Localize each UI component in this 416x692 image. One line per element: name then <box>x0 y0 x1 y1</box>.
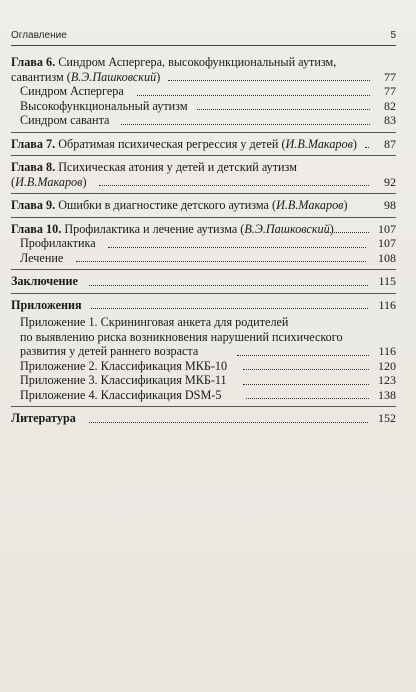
appendix-label: Приложение 4. Классификация DSM-5 <box>20 387 222 402</box>
toc-conclusion[interactable] <box>11 274 396 289</box>
leader-dots <box>197 109 370 110</box>
section-divider <box>11 193 396 194</box>
chapter-10-title: Профилактика и лечение аутизма <box>64 221 238 236</box>
appendices-page: 116 <box>378 297 396 312</box>
item-label: Лечение <box>20 250 64 265</box>
item-page: 108 <box>378 250 396 265</box>
chapter-6-author: В.Э.Пашковский <box>70 69 157 84</box>
leader-dots <box>76 261 366 262</box>
appendix-1-line3: развития у детей раннего возраста <box>20 344 199 358</box>
toc-appendix-1-line2 <box>11 330 396 345</box>
chapter-9-title: Ошибки в диагностике детского аутизма <box>58 198 269 212</box>
toc-appendix-1-line1 <box>11 315 396 330</box>
appendix-1-line1: Приложение 1. Скрининговая анкета для родителей <box>20 315 289 329</box>
toc-appendix-3[interactable] <box>11 373 396 388</box>
toc-item-prevention[interactable] <box>11 236 396 251</box>
appendix-1-line2: по выявлению риска возникновения нарушений психического <box>20 329 343 344</box>
appendix-1-page: 116 <box>378 344 396 358</box>
leader-dots <box>243 384 369 385</box>
table-of-contents <box>11 55 396 426</box>
toc-appendix-1[interactable] <box>11 344 396 359</box>
leader-dots <box>246 398 369 399</box>
section-divider <box>11 217 396 218</box>
chapter-7-author: И.В.Макаров <box>285 136 353 151</box>
section-divider <box>11 406 396 407</box>
leader-dots <box>168 80 370 81</box>
item-label: Синдром саванта <box>20 113 110 127</box>
leader-dots <box>326 232 369 233</box>
section-divider <box>11 132 396 133</box>
conclusion-page: 115 <box>378 274 396 288</box>
header-rule <box>11 45 396 46</box>
toc-appendix-2[interactable] <box>11 359 396 374</box>
page-header <box>11 30 396 44</box>
literature-title: Литература <box>11 411 76 425</box>
item-page: 107 <box>378 236 396 250</box>
section-divider <box>11 155 396 156</box>
leader-dots <box>89 422 368 423</box>
toc-item-high-functioning[interactable] <box>11 99 396 114</box>
toc-chapter-6-line1 <box>11 55 396 70</box>
leader-dots <box>365 147 369 148</box>
chapter-8-author: И.В.Макаров <box>15 174 83 189</box>
chapter-9-label: Глава 9. <box>11 198 56 212</box>
toc-item-asperger[interactable] <box>11 84 396 99</box>
running-head: Оглавление <box>11 30 67 41</box>
chapter-6-title-line1: Синдром Аспергера, высокофункциональный аутизм, <box>58 55 337 69</box>
chapter-7-title: Обратимая психическая регрессия у детей <box>58 136 279 151</box>
appendix-page: 138 <box>378 387 396 402</box>
literature-page: 152 <box>378 411 396 425</box>
toc-chapter-8-line1 <box>11 160 396 175</box>
appendices-title: Приложения <box>11 297 82 312</box>
appendix-page: 123 <box>378 373 396 387</box>
chapter-10-author: В.Э.Пашковский <box>244 221 330 236</box>
section-divider <box>11 293 396 294</box>
chapter-6-label: Глава 6. <box>11 55 56 69</box>
toc-chapter-9[interactable]: Глава 9. Ошибки в диагностике детского аутизма (И.В.Макаров) 98 <box>11 198 396 212</box>
item-label: Высокофункциональный аутизм <box>20 98 188 113</box>
item-page: 77 <box>384 84 396 98</box>
toc-appendix-4[interactable] <box>11 388 396 403</box>
toc-chapter-6[interactable]: савантизм (В.Э.Пашковский) 77 <box>11 69 396 84</box>
leader-dots <box>89 285 368 286</box>
chapter-8-label: Глава 8. <box>11 160 56 174</box>
section-divider <box>11 269 396 270</box>
chapter-6-title-line2: савантизм <box>11 69 64 84</box>
leader-dots <box>243 369 369 370</box>
chapter-6-page: 77 <box>384 69 396 84</box>
appendix-page: 120 <box>378 358 396 373</box>
leader-dots <box>121 124 370 125</box>
page-number: 5 <box>390 30 396 41</box>
chapter-8-page: 92 <box>384 174 396 189</box>
toc-chapter-8[interactable]: (И.В.Макаров) 92 <box>11 174 396 189</box>
leader-dots <box>237 355 369 356</box>
conclusion-title: Заключение <box>11 274 78 288</box>
toc-literature[interactable] <box>11 411 396 426</box>
chapter-7-label: Глава 7. <box>11 136 56 151</box>
chapter-8-title: Психическая атония у детей и детский аутизм <box>58 160 297 174</box>
leader-dots <box>108 247 366 248</box>
chapter-10-label: Глава 10. <box>11 221 62 236</box>
item-label: Профилактика <box>20 236 96 250</box>
leader-dots <box>137 95 370 96</box>
chapter-7-page: 87 <box>384 136 396 151</box>
chapter-9-page: 98 <box>384 198 396 212</box>
appendix-label: Приложение 2. Классификация МКБ-10 <box>20 358 228 373</box>
toc-item-treatment[interactable] <box>11 251 396 266</box>
leader-dots <box>91 308 368 309</box>
toc-item-savant[interactable] <box>11 113 396 128</box>
toc-appendices[interactable] <box>11 298 396 313</box>
toc-chapter-10[interactable]: Глава 10. Профилактика и лечение аутизма (В.Э.Пашковский) 107 <box>11 221 396 236</box>
item-page: 83 <box>384 113 396 127</box>
item-label: Синдром Аспергера <box>20 84 124 98</box>
leader-dots <box>99 185 369 186</box>
chapter-10-page: 107 <box>378 221 396 236</box>
item-page: 82 <box>384 98 396 113</box>
appendix-label: Приложение 3. Классификация МКБ-11 <box>20 373 227 387</box>
chapter-9-author: И.В.Макаров <box>276 198 344 212</box>
toc-chapter-7[interactable]: Глава 7. Обратимая психическая регрессия у детей (И.В.Макаров) 87 <box>11 136 396 151</box>
